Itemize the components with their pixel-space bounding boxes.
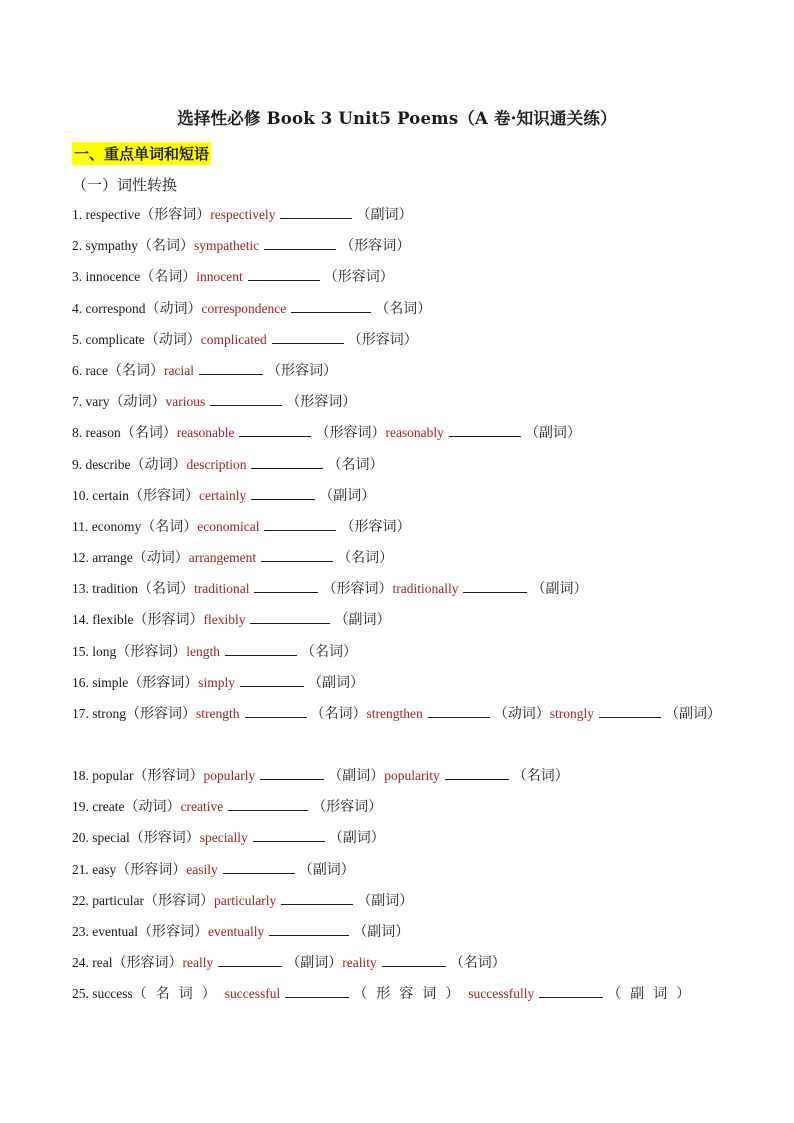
part-of-speech-label: （形容词） — [133, 612, 204, 629]
answer-word: reasonably — [385, 425, 444, 441]
source-word: correspond — [85, 300, 146, 316]
answer-word: correspondence — [201, 300, 287, 316]
part-of-speech-label: （形容词） — [112, 955, 183, 972]
answer-word: successfully — [468, 986, 535, 1002]
answer-blank[interactable] — [463, 578, 527, 593]
answer-blank[interactable] — [281, 890, 353, 905]
answer-word: flexibly — [203, 612, 246, 628]
answer-blank[interactable] — [428, 703, 490, 718]
part-of-speech-label: （动词） — [130, 456, 187, 473]
answer-blank[interactable] — [291, 298, 371, 313]
part-of-speech-label: （副词） — [531, 581, 588, 598]
item-number: 21. — [72, 861, 89, 877]
item-number: 15. — [72, 643, 89, 659]
answer-word: strongly — [549, 706, 595, 721]
part-of-speech-label: （名词） — [140, 269, 197, 286]
answer-word: easily — [186, 861, 218, 877]
answer-blank[interactable] — [225, 641, 297, 656]
source-word: success — [92, 986, 133, 1002]
answer-word: popularly — [203, 768, 256, 783]
list-item — [72, 952, 728, 983]
part-of-speech-label: （名词） — [138, 581, 194, 598]
answer-word: specially — [199, 830, 248, 846]
item-number: 18. — [72, 768, 89, 783]
part-of-speech-label: （形容词） — [266, 362, 337, 379]
list-item — [72, 298, 728, 329]
item-number: 14. — [72, 612, 89, 628]
item-number: 22. — [72, 892, 89, 908]
part-of-speech-label: （形容词） — [129, 830, 200, 847]
part-of-speech-label: （名词） — [337, 550, 394, 567]
item-number: 8. — [72, 425, 83, 441]
part-of-speech-label: （副词） — [334, 612, 391, 629]
list-item — [72, 578, 728, 609]
answer-word: description — [186, 456, 247, 472]
answer-word: strength — [196, 706, 240, 721]
source-word: certain — [92, 487, 129, 503]
list-item — [72, 235, 728, 266]
answer-blank[interactable] — [210, 391, 282, 406]
answer-word: traditional — [194, 581, 250, 597]
answer-blank[interactable] — [223, 859, 295, 874]
source-word: arrange — [92, 550, 133, 566]
part-of-speech-label: （名词） — [141, 518, 198, 535]
item-number: 24. — [72, 955, 89, 971]
source-word: vary — [85, 394, 110, 410]
answer-blank[interactable] — [251, 454, 323, 469]
answer-blank[interactable] — [260, 765, 324, 780]
list-item — [72, 485, 728, 516]
part-of-speech-label: （形容词） — [323, 269, 394, 286]
item-number: 3. — [72, 269, 83, 285]
source-word: describe — [85, 456, 131, 472]
part-of-speech-label: （名词） — [301, 643, 358, 660]
source-word: strong — [92, 706, 126, 721]
item-number: 12. — [72, 550, 89, 566]
source-word: complicate — [85, 331, 145, 347]
section-heading: 一、重点单词和短语 — [72, 142, 211, 165]
answer-blank[interactable] — [240, 672, 304, 687]
part-of-speech-label: （形容词） — [140, 207, 211, 223]
list-item — [72, 547, 728, 578]
source-word: race — [85, 362, 108, 378]
part-of-speech-label: （副词） — [328, 768, 385, 784]
list-item — [72, 890, 728, 921]
subsection-heading: （一）词性转换 — [72, 176, 178, 194]
answer-blank[interactable] — [199, 360, 263, 375]
item-number: 7. — [72, 394, 83, 410]
item-number: 5. — [72, 331, 83, 347]
list-item — [72, 329, 728, 360]
part-of-speech-label: （副词） — [308, 674, 365, 691]
item-number: 19. — [72, 799, 89, 815]
list-item — [72, 422, 728, 453]
part-of-speech-label: （副词） — [607, 986, 700, 1003]
part-of-speech-label: （名词） — [449, 955, 506, 972]
part-of-speech-label: （副词） — [298, 861, 355, 878]
answer-word: respectively — [210, 207, 276, 222]
item-number: 1. — [72, 207, 83, 222]
answer-blank[interactable] — [228, 796, 308, 811]
list-item — [72, 454, 728, 485]
answer-blank[interactable] — [539, 983, 603, 998]
part-of-speech-label: （副词） — [356, 207, 413, 223]
source-word: simple — [92, 674, 129, 690]
part-of-speech-label: （形容词） — [128, 487, 199, 504]
item-number: 16. — [72, 674, 89, 690]
list-item — [72, 516, 728, 547]
item-number: 9. — [72, 456, 83, 472]
list-item — [72, 765, 728, 796]
page-title: 选择性必修 Book 3 Unit5 Poems（A 卷·知识通关练） — [177, 109, 617, 128]
answer-word: sympathetic — [194, 238, 260, 254]
item-number: 6. — [72, 362, 83, 378]
source-word: create — [92, 799, 125, 815]
answer-blank[interactable] — [445, 765, 509, 780]
part-of-speech-label: （形容词） — [347, 331, 418, 348]
part-of-speech-label: （名词） — [327, 456, 384, 473]
source-word: eventual — [92, 923, 138, 939]
source-word: sympathy — [85, 238, 138, 254]
part-of-speech-label: （形容词） — [322, 581, 393, 598]
source-word: long — [92, 643, 117, 659]
part-of-speech-label: （形容词） — [312, 799, 383, 816]
part-of-speech-label: （动词） — [124, 799, 181, 816]
part-of-speech-label: （形容词） — [126, 706, 196, 722]
item-number: 25. — [72, 986, 89, 1002]
answer-word: complicated — [200, 331, 267, 347]
answer-blank[interactable] — [254, 578, 318, 593]
list-item — [72, 921, 728, 952]
answer-word: strengthen — [366, 706, 423, 721]
answer-blank[interactable] — [382, 952, 446, 967]
source-word: real — [92, 955, 113, 971]
list-item — [72, 983, 728, 1014]
part-of-speech-label: （名词） — [132, 986, 225, 1003]
part-of-speech-label: （名词） — [310, 706, 367, 722]
source-word: innocence — [85, 269, 141, 285]
answer-word: reasonable — [176, 425, 235, 441]
answer-word: creative — [180, 799, 224, 815]
part-of-speech-label: （形容词） — [133, 768, 204, 784]
source-word: flexible — [92, 612, 134, 628]
answer-blank[interactable] — [218, 952, 282, 967]
answer-blank[interactable] — [599, 703, 661, 718]
part-of-speech-label: （副词） — [524, 425, 581, 442]
answer-word: certainly — [198, 487, 247, 503]
source-word: particular — [92, 892, 144, 908]
answer-word: arrangement — [188, 550, 257, 566]
answer-blank[interactable] — [261, 547, 333, 562]
source-word: reason — [85, 425, 121, 441]
part-of-speech-label: （副词） — [319, 487, 376, 504]
part-of-speech-label: （名词） — [512, 768, 569, 784]
item-number: 4. — [72, 300, 83, 316]
part-of-speech-label: （形容词） — [340, 238, 411, 255]
word-conversion-list — [72, 204, 728, 1015]
part-of-speech-label: （动词） — [145, 300, 202, 317]
source-word: easy — [92, 861, 117, 877]
part-of-speech-label: （名词） — [138, 238, 194, 255]
answer-blank[interactable] — [280, 204, 352, 219]
list-item — [72, 859, 728, 890]
answer-blank[interactable] — [264, 235, 336, 250]
part-of-speech-label: （副词） — [357, 892, 414, 909]
answer-blank[interactable] — [250, 609, 330, 624]
answer-word: eventually — [207, 923, 265, 939]
answer-word: traditionally — [392, 581, 459, 597]
answer-blank[interactable] — [253, 827, 325, 842]
answer-blank[interactable] — [285, 983, 349, 998]
answer-word: length — [186, 643, 221, 659]
part-of-speech-label: （形容词） — [315, 425, 386, 442]
answer-word: simply — [198, 674, 236, 690]
list-item — [72, 266, 728, 297]
part-of-speech-label: （形容词） — [116, 643, 187, 660]
source-word: special — [92, 830, 130, 846]
answer-blank[interactable] — [264, 516, 336, 531]
part-of-speech-label: （动词） — [144, 331, 201, 348]
list-item — [72, 827, 728, 858]
part-of-speech-label: （名词） — [120, 425, 177, 442]
item-number: 10. — [72, 487, 89, 503]
list-item — [72, 796, 728, 827]
part-of-speech-label: （名词） — [107, 362, 164, 379]
part-of-speech-label: （形容词） — [353, 986, 469, 1003]
answer-word: particularly — [213, 892, 277, 908]
source-word: respective — [85, 207, 141, 222]
item-number: 23. — [72, 923, 89, 939]
part-of-speech-label: （形容词） — [340, 518, 411, 535]
item-number: 17. — [72, 706, 89, 721]
part-of-speech-label: （副词） — [328, 830, 385, 847]
part-of-speech-label: （副词） — [665, 706, 722, 722]
list-item — [72, 672, 728, 703]
part-of-speech-label: （形容词） — [128, 674, 199, 691]
part-of-speech-label: （动词） — [493, 706, 550, 722]
answer-word: successful — [224, 986, 281, 1002]
answer-word: innocent — [196, 269, 243, 285]
part-of-speech-label: （形容词） — [286, 394, 357, 411]
list-item — [72, 641, 728, 672]
answer-word: various — [165, 394, 206, 410]
list-item — [72, 204, 728, 235]
source-word: tradition — [92, 581, 138, 597]
item-number: 2. — [72, 238, 83, 254]
answer-word: economical — [197, 518, 260, 534]
answer-word: popularity — [384, 768, 440, 783]
part-of-speech-label: （名词） — [375, 300, 432, 317]
source-word: economy — [91, 518, 142, 534]
part-of-speech-label: （动词） — [109, 394, 166, 411]
answer-blank[interactable] — [248, 266, 320, 281]
answer-blank[interactable] — [272, 329, 344, 344]
list-item — [72, 391, 728, 422]
answer-blank[interactable] — [251, 485, 315, 500]
answer-blank[interactable] — [269, 921, 349, 936]
item-number: 20. — [72, 830, 89, 846]
answer-word: really — [182, 955, 214, 971]
part-of-speech-label: （形容词） — [143, 892, 214, 909]
part-of-speech-label: （副词） — [286, 955, 343, 972]
answer-word: racial — [163, 362, 194, 378]
item-number: 13. — [72, 581, 89, 597]
part-of-speech-label: （动词） — [132, 550, 189, 567]
list-item — [72, 703, 728, 765]
list-item — [72, 609, 728, 640]
answer-blank[interactable] — [245, 703, 307, 718]
answer-word: reality — [342, 955, 377, 971]
item-number: 11. — [72, 518, 89, 534]
part-of-speech-label: （形容词） — [137, 923, 208, 940]
part-of-speech-label: （形容词） — [116, 861, 187, 878]
answer-blank[interactable] — [239, 422, 311, 437]
answer-blank[interactable] — [449, 422, 521, 437]
source-word: popular — [92, 768, 134, 783]
part-of-speech-label: （副词） — [353, 923, 410, 940]
list-item — [72, 360, 728, 391]
